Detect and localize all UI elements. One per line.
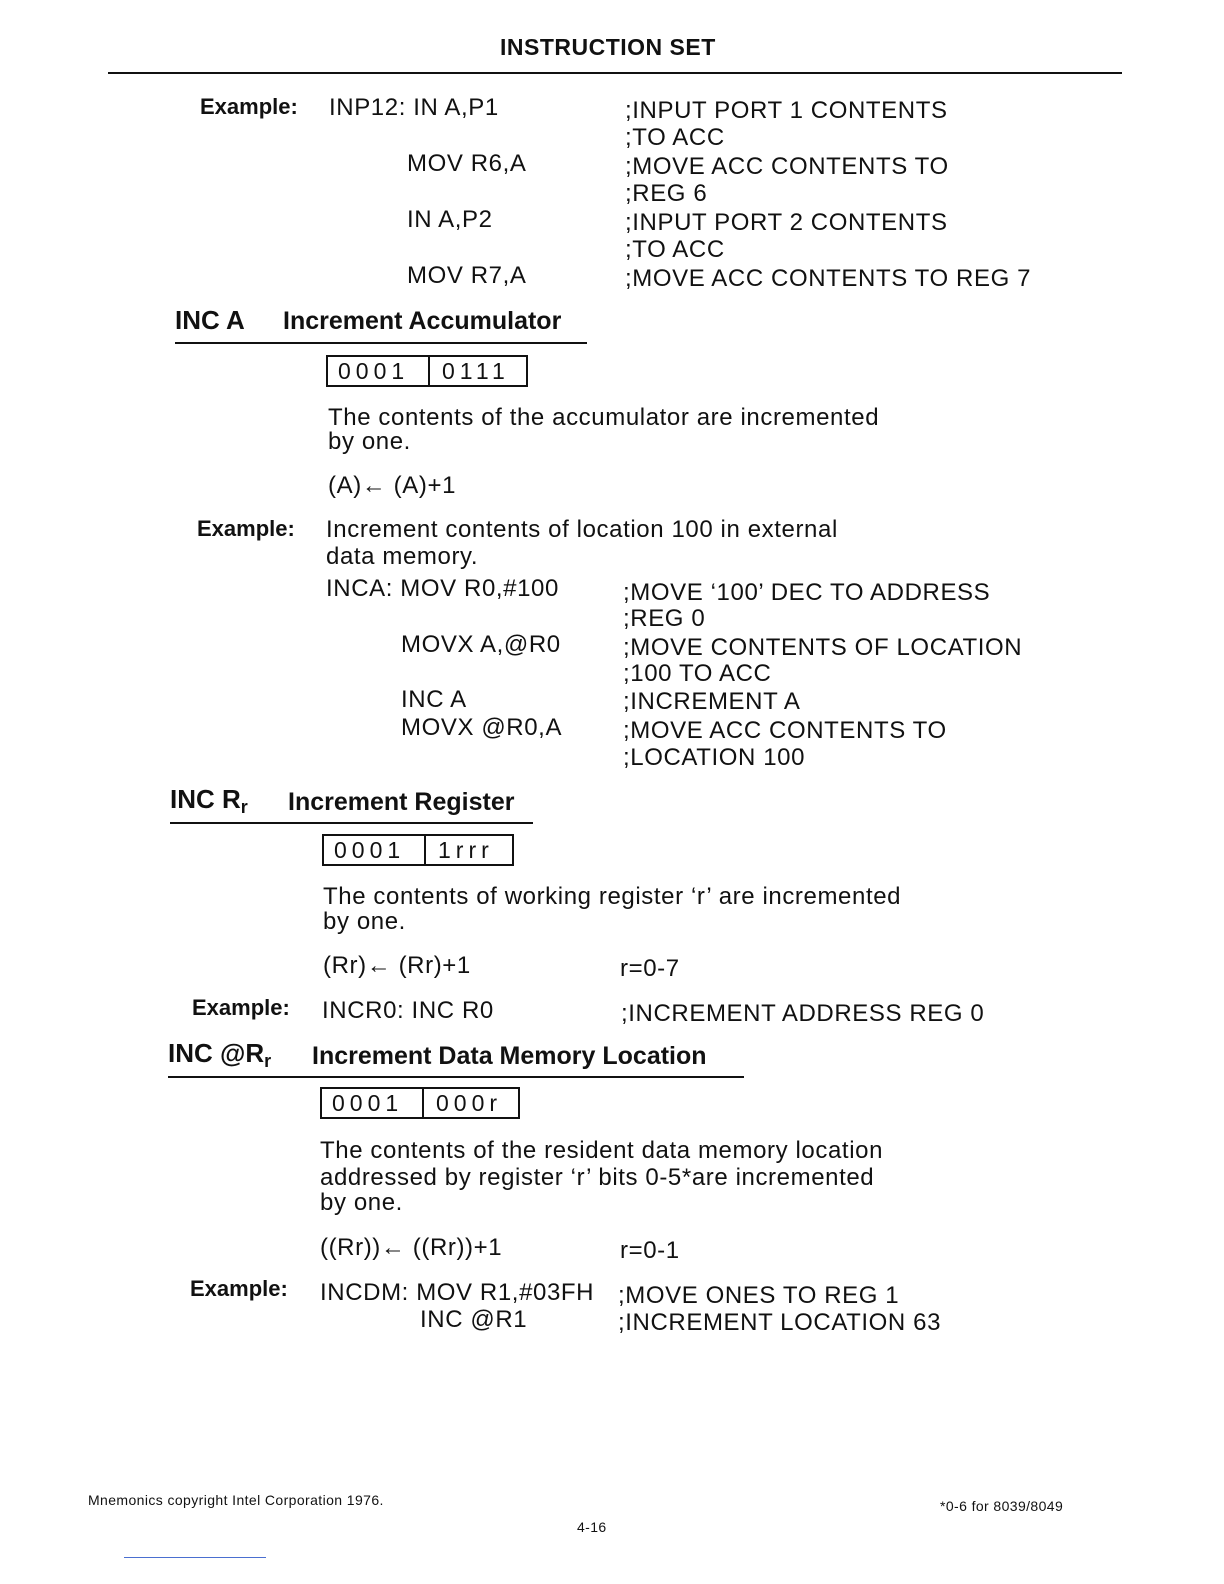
code-comment: ;LOCATION 100	[623, 744, 806, 771]
operation: (A)← (A)+1	[328, 472, 457, 499]
mnemonic-text: INC R	[170, 784, 241, 814]
example-label: Example:	[192, 995, 290, 1020]
opcode-high-nibble: 0001	[332, 1089, 404, 1116]
opcode-divider	[424, 836, 426, 864]
code-comment: ;INCREMENT LOCATION 63	[618, 1309, 942, 1336]
code-comment: ;MOVE ACC CONTENTS TO	[623, 717, 947, 744]
opcode-low-nibble: 0111	[442, 357, 510, 384]
opcode-box-inc-rr	[322, 834, 514, 866]
mnemonic-subscript: r	[264, 1051, 272, 1071]
scan-artifact-line	[124, 1557, 266, 1558]
description: by one.	[328, 428, 411, 455]
opcode-box-inc-a	[326, 355, 528, 387]
example-text: data memory.	[326, 543, 479, 570]
section-rule	[168, 1076, 744, 1078]
code-line: INP12: IN A,P1	[329, 94, 499, 121]
example-label: Example:	[190, 1276, 288, 1301]
section-rule	[175, 342, 587, 344]
code-line: IN A,P2	[407, 206, 493, 233]
copyright-note: Mnemonics copyright Intel Corporation 1976.	[88, 1492, 384, 1508]
code-comment: ;TO ACC	[625, 236, 725, 263]
description: The contents of the accumulator are incremented	[328, 404, 880, 431]
opcode-low-nibble: 000r	[436, 1089, 503, 1116]
code-comment: ;INPUT PORT 2 CONTENTS	[625, 209, 948, 236]
code-comment: ;REG 6	[625, 180, 708, 207]
opcode-divider	[428, 357, 430, 385]
opcode-low-nibble: 1rrr	[438, 836, 494, 863]
code-comment: ;MOVE CONTENTS OF LOCATION	[623, 634, 1023, 661]
code-line: INC @R1	[420, 1306, 528, 1333]
section-title-inc-at-rr: Increment Data Memory Location	[312, 1042, 707, 1070]
opcode-high-nibble: 0001	[338, 357, 410, 384]
code-line: INCA: MOV R0,#100	[326, 575, 559, 602]
code-comment: ;INCREMENT A	[623, 688, 801, 715]
code-comment: ;REG 0	[623, 605, 706, 632]
page-title: INSTRUCTION SET	[500, 34, 716, 60]
code-line: MOV R6,A	[407, 150, 527, 177]
header-rule	[108, 72, 1122, 74]
code-line: MOVX @R0,A	[401, 714, 563, 741]
section-rule	[170, 822, 533, 824]
code-line: INCR0: INC R0	[322, 997, 494, 1024]
opcode-box-inc-at-rr	[320, 1087, 520, 1119]
code-line: MOV R7,A	[407, 262, 527, 289]
code-comment: ;INCREMENT ADDRESS REG 0	[621, 1000, 985, 1027]
description: The contents of working register ‘r’ are incremented	[323, 883, 902, 910]
opcode-high-nibble: 0001	[334, 836, 406, 863]
section-title-inc-a: Increment Accumulator	[283, 307, 562, 335]
operation: (Rr)← (Rr)+1	[323, 952, 471, 979]
code-comment: ;MOVE ACC CONTENTS TO REG 7	[625, 265, 1032, 292]
section-title-inc-rr: Increment Register	[288, 788, 515, 816]
example-label: Example:	[197, 516, 295, 541]
code-line: INCDM: MOV R1,#03FH	[320, 1279, 595, 1306]
page-number: 4-16	[577, 1519, 607, 1535]
description: The contents of the resident data memory location	[320, 1137, 884, 1164]
opcode-divider	[422, 1089, 424, 1117]
code-comment: ;100 TO ACC	[623, 660, 772, 687]
mnemonic-subscript: r	[240, 797, 248, 817]
description: by one.	[320, 1189, 403, 1216]
code-line: INC A	[401, 686, 467, 713]
section-mnemonic-inc-a: INC A	[175, 305, 245, 335]
footnote: *0-6 for 8039/8049	[940, 1498, 1064, 1514]
code-comment: ;INPUT PORT 1 CONTENTS	[625, 97, 948, 124]
code-comment: ;MOVE ‘100’ DEC TO ADDRESS	[623, 579, 991, 606]
code-line: MOVX A,@R0	[401, 631, 561, 658]
example-text: Increment contents of location 100 in external	[326, 516, 838, 543]
description: by one.	[323, 908, 406, 935]
operation: ((Rr))← ((Rr))+1	[320, 1234, 503, 1261]
mnemonic-text: INC @R	[168, 1038, 265, 1068]
code-comment: ;MOVE ACC CONTENTS TO	[625, 153, 949, 180]
operand-range: r=0-1	[620, 1237, 680, 1264]
description: addressed by register ‘r’ bits 0-5*are incremented	[320, 1164, 875, 1191]
section-mnemonic-inc-rr	[170, 784, 248, 818]
code-comment: ;TO ACC	[625, 124, 725, 151]
operand-range: r=0-7	[620, 955, 680, 982]
example-label: Example:	[200, 94, 298, 119]
code-comment: ;MOVE ONES TO REG 1	[618, 1282, 900, 1309]
section-mnemonic-inc-at-rr	[168, 1038, 271, 1072]
